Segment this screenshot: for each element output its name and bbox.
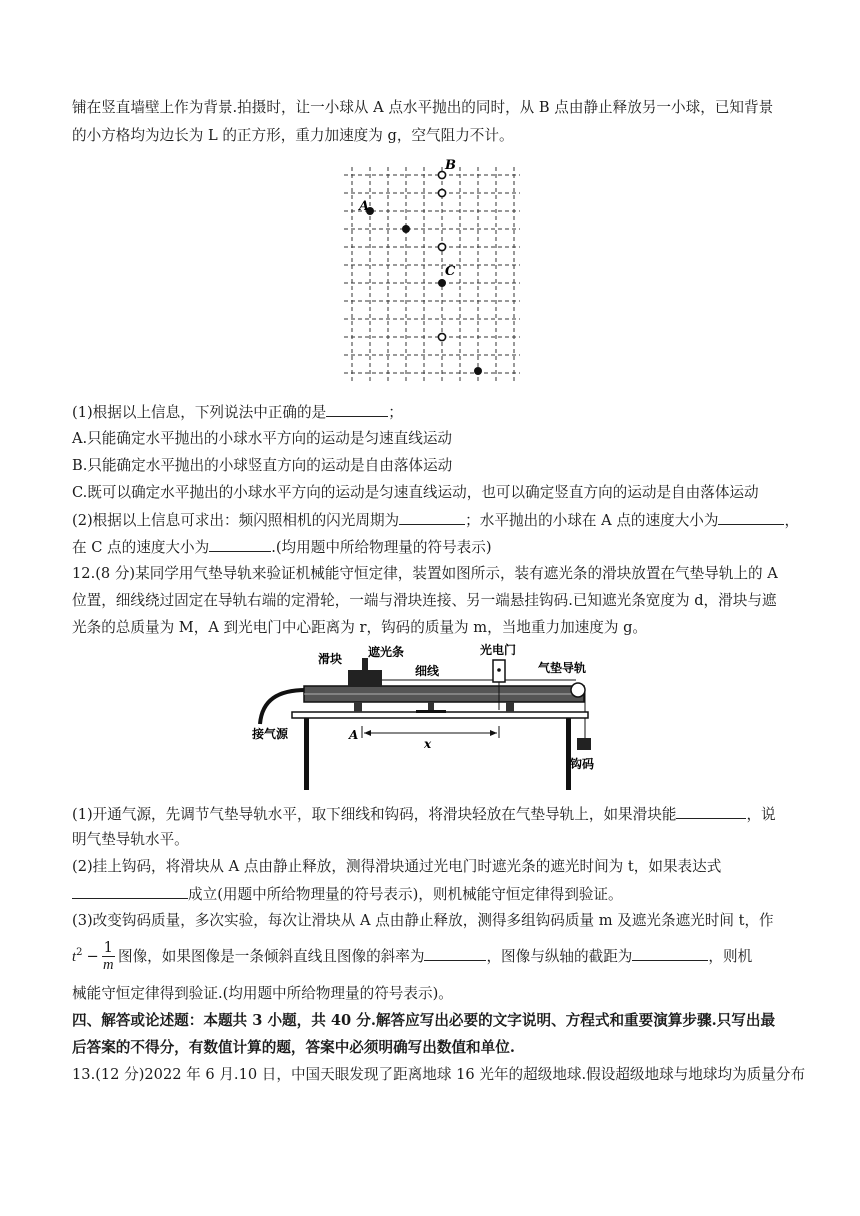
q12-line-3: 光条的总质量为 M，A 到光电门中心距离为 r，钩码的质量为 m，当地重力加速度为 g。: [72, 619, 648, 636]
answer-blank[interactable]: [632, 946, 708, 961]
ball-a-4: [474, 367, 482, 375]
answer-blank[interactable]: [72, 884, 188, 899]
q12-part1-line2: 明气垫导轨水平。: [72, 831, 189, 848]
ball-b-4: [438, 333, 445, 340]
label-point-a: A: [349, 728, 359, 742]
q11-part1: (1)根据以上信息，下列说法中正确的是 ；: [72, 404, 403, 421]
q12-part1-line1: (1)开通气源，先调节气垫导轨水平，取下细线和钩码，将滑块轻放在气垫导轨上，如果滑块能 ，说: [72, 806, 776, 823]
intro-line-1: 铺在竖直墙壁上作为背景.拍摄时，让一小球从 A 点水平抛出的同时，从 B 点由静止释放另一小球，已知背景: [72, 99, 774, 116]
pulley: [571, 683, 585, 697]
label-b: B: [445, 158, 456, 173]
ball-b-3: [438, 243, 445, 250]
q11-part2-line2: 在 C 点的速度大小为 .(均用题中所给物理量的符号表示): [72, 539, 492, 556]
slider-block: [348, 670, 382, 687]
q12-part2-line2: 成立(用题中所给物理量的符号表示)，则机械能守恒定律得到验证。: [72, 884, 623, 905]
label-weight: 钩码: [570, 757, 595, 771]
answer-blank[interactable]: [399, 510, 465, 525]
inverse-m-fraction: $\frac{1}{m}$: [103, 939, 114, 974]
ball-a-3: [438, 279, 446, 287]
q12-part3-line2: $t^2$ − $\frac{1}{m}$ 图像，如果图像是一条倾斜直线且图像的斜率为 ，图像与纵轴的截距为 ，则机: [72, 939, 753, 974]
q12-part3-line1: (3)改变钩码质量，多次实验，每次让滑块从 A 点由静止释放，测得多组钩码质量 m 及遮光条遮光时间 t，作: [72, 912, 774, 929]
q12-part3-line3: 械能守恒定律得到验证.(均用题中所给物理量的符号表示)。: [72, 985, 453, 1002]
answer-blank[interactable]: [676, 804, 746, 819]
q12-line-1: 12.(8 分)某同学用气垫导轨来验证机械能守恒定律，装置如图所示，装有遮光条的滑块放置在气垫导轨上的 A: [72, 565, 778, 582]
q13-line-1: 13.(12 分)2022 年 6 月.10 日，中国天眼发现了距离地球 16 光年的超级地球.假设超级地球与地球均为质量分布: [72, 1066, 806, 1083]
label-air: 接气源: [252, 727, 289, 741]
q11-part2-line1: (2)根据以上信息可求出：频闪照相机的闪光周期为 ；水平抛出的小球在 A 点的速度大小为 ，: [72, 512, 800, 529]
q12-line-2: 位置，细线绕过固定在导轨右端的定滑轮，一端与滑块连接、另一端悬挂钩码.已知遮光条宽度为 d，滑块与遮: [72, 592, 777, 609]
answer-blank[interactable]: [326, 402, 388, 417]
hanging-weight: [577, 738, 591, 750]
label-track: 气垫导轨: [538, 661, 587, 675]
q12-part2-line1: (2)挂上钩码，将滑块从 A 点由静止释放，测得滑块通过光电门时遮光条的遮光时间为 t，如果表达式: [72, 858, 722, 875]
ball-b-2: [438, 189, 445, 196]
q11-option-c: C.既可以确定水平抛出的小球水平方向的运动是匀速直线运动，也可以确定竖直方向的运动是自由落体运动: [72, 484, 759, 501]
label-c: C: [445, 264, 456, 279]
section4-line-2: 后答案的不得分，有数值计算的题，答案中必须明确写出数值和单位.: [72, 1039, 515, 1056]
label-a: A: [359, 199, 370, 214]
q11-option-a: A.只能确定水平抛出的小球水平方向的运动是匀速直线运动: [72, 430, 453, 447]
grid-figure: [330, 155, 530, 387]
q11-option-b: B.只能确定水平抛出的小球竖直方向的运动是自由落体运动: [72, 457, 453, 474]
label-string: 细线: [415, 664, 440, 678]
answer-blank[interactable]: [718, 510, 784, 525]
answer-blank[interactable]: [424, 946, 486, 961]
apparatus-figure: [248, 640, 608, 798]
label-gate: 光电门: [480, 643, 517, 657]
label-shade: 遮光条: [368, 645, 405, 659]
shade-strip: [362, 658, 368, 671]
answer-blank[interactable]: [209, 537, 271, 552]
intro-line-2: 的小方格均为边长为 L 的正方形，重力加速度为 g，空气阻力不计。: [72, 127, 514, 144]
section4-line-1: 四、解答或论述题：本题共 3 小题，共 40 分.解答应写出必要的文字说明、方程式和重要演算步骤.只写出最: [72, 1012, 776, 1029]
label-slider: 滑块: [318, 652, 343, 666]
label-x: x: [424, 737, 432, 751]
ball-a-2: [402, 225, 410, 233]
